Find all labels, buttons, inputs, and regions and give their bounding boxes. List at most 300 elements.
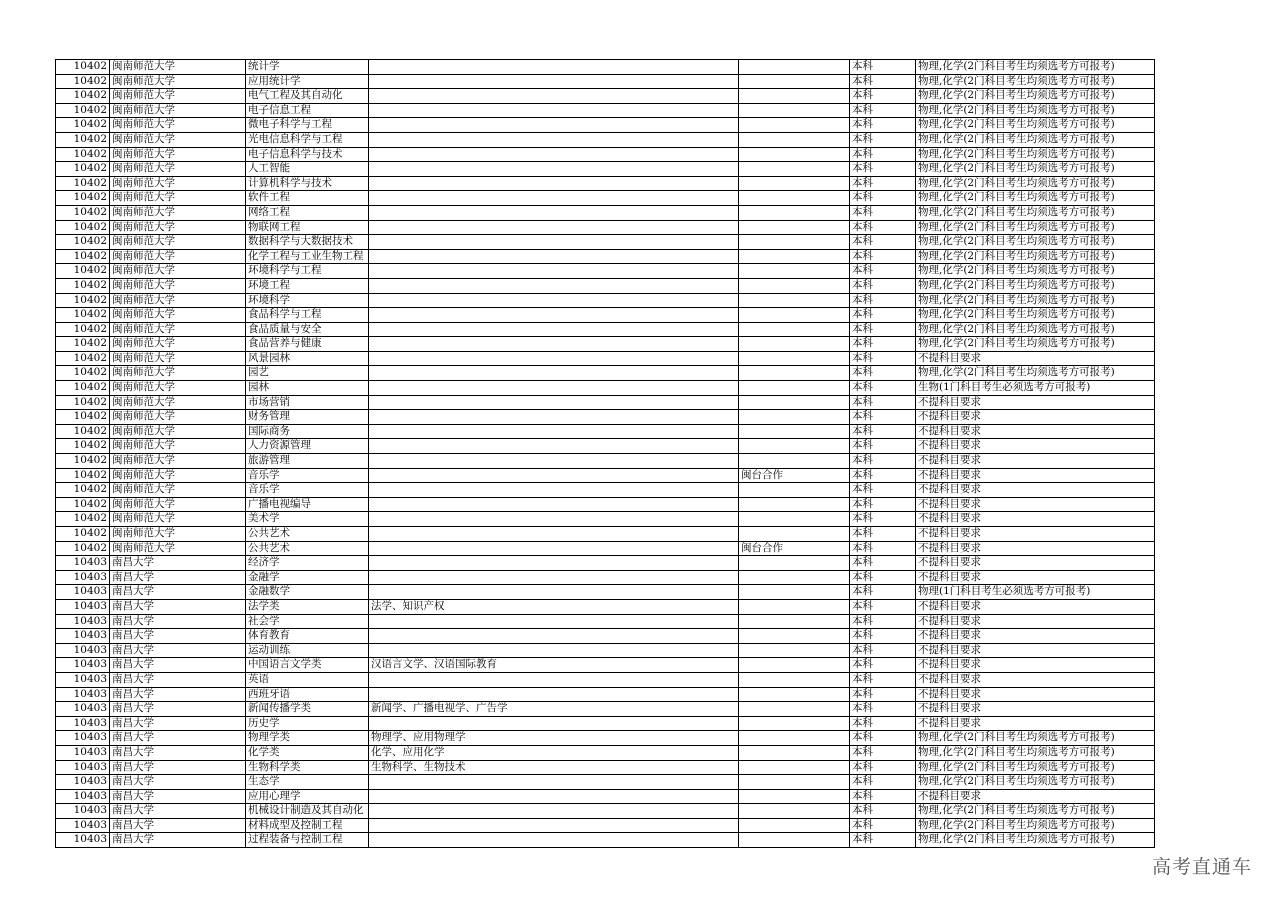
program-note-cell bbox=[739, 483, 850, 498]
school-name-cell: 闽南师范大学 bbox=[110, 278, 246, 293]
table-row bbox=[56, 672, 1155, 687]
school-name-cell: 闽南师范大学 bbox=[110, 439, 246, 454]
school-code-cell: 10402 bbox=[56, 89, 110, 104]
school-code-cell: 10402 bbox=[56, 249, 110, 264]
program-note-cell bbox=[739, 410, 850, 425]
program-note-cell bbox=[739, 585, 850, 600]
major-name-cell: 材料成型及控制工程 bbox=[246, 818, 369, 833]
school-code-cell: 10403 bbox=[56, 804, 110, 819]
school-name-cell: 南昌大学 bbox=[110, 818, 246, 833]
school-name-cell: 南昌大学 bbox=[110, 658, 246, 673]
major-name-cell: 法学类 bbox=[246, 599, 369, 614]
school-code-cell: 10402 bbox=[56, 103, 110, 118]
table-row bbox=[56, 483, 1155, 498]
table-row bbox=[56, 527, 1155, 542]
major-contents-cell bbox=[369, 512, 739, 527]
major-contents-cell bbox=[369, 366, 739, 381]
program-note-cell bbox=[739, 775, 850, 790]
table-row bbox=[56, 570, 1155, 585]
major-name-cell: 电子信息科学与技术 bbox=[246, 147, 369, 162]
school-name-cell: 闽南师范大学 bbox=[110, 351, 246, 366]
program-note-cell bbox=[739, 687, 850, 702]
degree-level-cell: 本科 bbox=[850, 351, 916, 366]
major-contents-cell bbox=[369, 293, 739, 308]
major-name-cell: 社会学 bbox=[246, 614, 369, 629]
subject-requirement-cell: 物理,化学(2门科目考生均须选考方可报考) bbox=[916, 147, 1155, 162]
degree-level-cell: 本科 bbox=[850, 439, 916, 454]
major-name-cell: 光电信息科学与工程 bbox=[246, 132, 369, 147]
program-note-cell bbox=[739, 191, 850, 206]
subject-requirement-cell: 不提科目要求 bbox=[916, 512, 1155, 527]
program-note-cell bbox=[739, 118, 850, 133]
degree-level-cell: 本科 bbox=[850, 804, 916, 819]
school-name-cell: 闽南师范大学 bbox=[110, 424, 246, 439]
school-name-cell: 南昌大学 bbox=[110, 789, 246, 804]
subject-requirement-cell: 物理,化学(2门科目考生均须选考方可报考) bbox=[916, 205, 1155, 220]
major-contents-cell bbox=[369, 337, 739, 352]
major-contents-cell bbox=[369, 468, 739, 483]
subject-requirement-cell: 物理,化学(2门科目考生均须选考方可报考) bbox=[916, 132, 1155, 147]
program-note-cell bbox=[739, 833, 850, 848]
school-name-cell: 南昌大学 bbox=[110, 599, 246, 614]
subject-requirement-cell: 不提科目要求 bbox=[916, 614, 1155, 629]
school-code-cell: 10402 bbox=[56, 264, 110, 279]
school-code-cell: 10402 bbox=[56, 118, 110, 133]
school-name-cell: 南昌大学 bbox=[110, 716, 246, 731]
major-name-cell: 人工智能 bbox=[246, 162, 369, 177]
major-contents-cell bbox=[369, 818, 739, 833]
school-name-cell: 闽南师范大学 bbox=[110, 118, 246, 133]
major-name-cell: 公共艺术 bbox=[246, 527, 369, 542]
degree-level-cell: 本科 bbox=[850, 643, 916, 658]
major-name-cell: 食品营养与健康 bbox=[246, 337, 369, 352]
table-row bbox=[56, 220, 1155, 235]
table-row bbox=[56, 556, 1155, 571]
school-name-cell: 闽南师范大学 bbox=[110, 381, 246, 396]
school-name-cell: 闽南师范大学 bbox=[110, 176, 246, 191]
major-name-cell: 微电子科学与工程 bbox=[246, 118, 369, 133]
degree-level-cell: 本科 bbox=[850, 293, 916, 308]
major-contents-cell bbox=[369, 381, 739, 396]
subject-requirement-cell: 物理,化学(2门科目考生均须选考方可报考) bbox=[916, 74, 1155, 89]
major-name-cell: 生物科学类 bbox=[246, 760, 369, 775]
degree-level-cell: 本科 bbox=[850, 278, 916, 293]
school-name-cell: 闽南师范大学 bbox=[110, 322, 246, 337]
school-code-cell: 10403 bbox=[56, 760, 110, 775]
major-contents-cell bbox=[369, 351, 739, 366]
school-name-cell: 闽南师范大学 bbox=[110, 162, 246, 177]
table-row bbox=[56, 643, 1155, 658]
subject-requirement-cell: 不提科目要求 bbox=[916, 483, 1155, 498]
school-name-cell: 南昌大学 bbox=[110, 687, 246, 702]
major-contents-cell bbox=[369, 118, 739, 133]
program-note-cell bbox=[739, 264, 850, 279]
degree-level-cell: 本科 bbox=[850, 672, 916, 687]
school-code-cell: 10403 bbox=[56, 643, 110, 658]
degree-level-cell: 本科 bbox=[850, 731, 916, 746]
subject-requirement-cell: 不提科目要求 bbox=[916, 351, 1155, 366]
school-code-cell: 10403 bbox=[56, 789, 110, 804]
school-name-cell: 闽南师范大学 bbox=[110, 468, 246, 483]
school-code-cell: 10403 bbox=[56, 570, 110, 585]
school-name-cell: 闽南师范大学 bbox=[110, 132, 246, 147]
program-note-cell bbox=[739, 629, 850, 644]
school-code-cell: 10402 bbox=[56, 293, 110, 308]
school-code-cell: 10402 bbox=[56, 235, 110, 250]
degree-level-cell: 本科 bbox=[850, 118, 916, 133]
program-note-cell bbox=[739, 381, 850, 396]
subject-requirement-cell: 物理,化学(2门科目考生均须选考方可报考) bbox=[916, 235, 1155, 250]
program-note-cell bbox=[739, 570, 850, 585]
subject-requirement-cell: 物理,化学(2门科目考生均须选考方可报考) bbox=[916, 308, 1155, 323]
school-code-cell: 10402 bbox=[56, 74, 110, 89]
subject-requirement-cell: 物理,化学(2门科目考生均须选考方可报考) bbox=[916, 293, 1155, 308]
program-note-cell bbox=[739, 293, 850, 308]
subject-requirement-cell: 不提科目要求 bbox=[916, 599, 1155, 614]
program-note-cell bbox=[739, 132, 850, 147]
table-row bbox=[56, 716, 1155, 731]
subject-requirement-cell: 物理,化学(2门科目考生均须选考方可报考) bbox=[916, 249, 1155, 264]
school-code-cell: 10402 bbox=[56, 381, 110, 396]
school-code-cell: 10402 bbox=[56, 497, 110, 512]
program-note-cell bbox=[739, 599, 850, 614]
subject-requirement-cell: 不提科目要求 bbox=[916, 541, 1155, 556]
major-name-cell: 广播电视编导 bbox=[246, 497, 369, 512]
degree-level-cell: 本科 bbox=[850, 60, 916, 75]
program-note-cell bbox=[739, 337, 850, 352]
school-code-cell: 10403 bbox=[56, 818, 110, 833]
table-row bbox=[56, 118, 1155, 133]
major-contents-cell bbox=[369, 74, 739, 89]
major-contents-cell bbox=[369, 439, 739, 454]
school-code-cell: 10402 bbox=[56, 395, 110, 410]
table-row bbox=[56, 132, 1155, 147]
major-name-cell: 食品质量与安全 bbox=[246, 322, 369, 337]
school-name-cell: 南昌大学 bbox=[110, 614, 246, 629]
major-contents-cell bbox=[369, 322, 739, 337]
school-code-cell: 10402 bbox=[56, 512, 110, 527]
school-name-cell: 南昌大学 bbox=[110, 556, 246, 571]
degree-level-cell: 本科 bbox=[850, 366, 916, 381]
table-row bbox=[56, 804, 1155, 819]
program-note-cell bbox=[739, 497, 850, 512]
school-name-cell: 南昌大学 bbox=[110, 760, 246, 775]
table-row bbox=[56, 176, 1155, 191]
school-name-cell: 闽南师范大学 bbox=[110, 512, 246, 527]
major-name-cell: 新闻传播学类 bbox=[246, 702, 369, 717]
major-name-cell: 环境科学 bbox=[246, 293, 369, 308]
school-code-cell: 10402 bbox=[56, 439, 110, 454]
degree-level-cell: 本科 bbox=[850, 775, 916, 790]
major-contents-cell bbox=[369, 60, 739, 75]
degree-level-cell: 本科 bbox=[850, 833, 916, 848]
subject-requirement-cell: 不提科目要求 bbox=[916, 716, 1155, 731]
major-name-cell: 数据科学与大数据技术 bbox=[246, 235, 369, 250]
school-name-cell: 闽南师范大学 bbox=[110, 395, 246, 410]
major-name-cell: 经济学 bbox=[246, 556, 369, 571]
school-name-cell: 闽南师范大学 bbox=[110, 235, 246, 250]
table-row bbox=[56, 205, 1155, 220]
school-code-cell: 10402 bbox=[56, 176, 110, 191]
school-code-cell: 10402 bbox=[56, 410, 110, 425]
school-code-cell: 10402 bbox=[56, 132, 110, 147]
major-contents-cell bbox=[369, 454, 739, 469]
major-name-cell: 电气工程及其自动化 bbox=[246, 89, 369, 104]
major-contents-cell bbox=[369, 278, 739, 293]
degree-level-cell: 本科 bbox=[850, 322, 916, 337]
major-contents-cell bbox=[369, 235, 739, 250]
major-name-cell: 化学类 bbox=[246, 745, 369, 760]
program-note-cell bbox=[739, 205, 850, 220]
table-row bbox=[56, 293, 1155, 308]
degree-level-cell: 本科 bbox=[850, 497, 916, 512]
major-contents-cell: 法学、知识产权 bbox=[369, 599, 739, 614]
major-name-cell: 运动训练 bbox=[246, 643, 369, 658]
degree-level-cell: 本科 bbox=[850, 191, 916, 206]
subject-requirement-cell: 不提科目要求 bbox=[916, 687, 1155, 702]
degree-level-cell: 本科 bbox=[850, 220, 916, 235]
table-row bbox=[56, 147, 1155, 162]
table-row bbox=[56, 789, 1155, 804]
subject-requirement-cell: 不提科目要求 bbox=[916, 468, 1155, 483]
subject-requirement-cell: 物理,化学(2门科目考生均须选考方可报考) bbox=[916, 118, 1155, 133]
school-code-cell: 10402 bbox=[56, 454, 110, 469]
major-name-cell: 环境工程 bbox=[246, 278, 369, 293]
table-row bbox=[56, 629, 1155, 644]
major-name-cell: 网络工程 bbox=[246, 205, 369, 220]
major-contents-cell bbox=[369, 497, 739, 512]
school-code-cell: 10403 bbox=[56, 716, 110, 731]
major-contents-cell bbox=[369, 629, 739, 644]
program-note-cell bbox=[739, 322, 850, 337]
major-contents-cell bbox=[369, 249, 739, 264]
school-name-cell: 闽南师范大学 bbox=[110, 191, 246, 206]
table-row bbox=[56, 103, 1155, 118]
table-row bbox=[56, 381, 1155, 396]
degree-level-cell: 本科 bbox=[850, 614, 916, 629]
program-note-cell bbox=[739, 731, 850, 746]
table-row bbox=[56, 468, 1155, 483]
school-name-cell: 南昌大学 bbox=[110, 585, 246, 600]
major-contents-cell bbox=[369, 424, 739, 439]
school-name-cell: 南昌大学 bbox=[110, 804, 246, 819]
program-note-cell: 闽台合作 bbox=[739, 468, 850, 483]
program-note-cell bbox=[739, 103, 850, 118]
degree-level-cell: 本科 bbox=[850, 395, 916, 410]
major-name-cell: 英语 bbox=[246, 672, 369, 687]
school-code-cell: 10403 bbox=[56, 585, 110, 600]
program-note-cell bbox=[739, 672, 850, 687]
school-code-cell: 10402 bbox=[56, 322, 110, 337]
school-code-cell: 10402 bbox=[56, 205, 110, 220]
major-contents-cell bbox=[369, 775, 739, 790]
program-note-cell bbox=[739, 162, 850, 177]
school-code-cell: 10402 bbox=[56, 337, 110, 352]
degree-level-cell: 本科 bbox=[850, 424, 916, 439]
subject-requirement-cell: 物理,化学(2门科目考生均须选考方可报考) bbox=[916, 264, 1155, 279]
program-note-cell bbox=[739, 512, 850, 527]
major-contents-cell bbox=[369, 205, 739, 220]
program-note-cell bbox=[739, 424, 850, 439]
school-name-cell: 闽南师范大学 bbox=[110, 205, 246, 220]
subject-requirement-cell: 不提科目要求 bbox=[916, 672, 1155, 687]
major-contents-cell bbox=[369, 264, 739, 279]
major-name-cell: 中国语言文学类 bbox=[246, 658, 369, 673]
school-code-cell: 10402 bbox=[56, 541, 110, 556]
school-name-cell: 闽南师范大学 bbox=[110, 366, 246, 381]
degree-level-cell: 本科 bbox=[850, 818, 916, 833]
subject-requirement-cell: 物理,化学(2门科目考生均须选考方可报考) bbox=[916, 103, 1155, 118]
school-code-cell: 10402 bbox=[56, 424, 110, 439]
degree-level-cell: 本科 bbox=[850, 162, 916, 177]
subject-requirement-cell: 不提科目要求 bbox=[916, 424, 1155, 439]
program-note-cell bbox=[739, 308, 850, 323]
table-row bbox=[56, 585, 1155, 600]
school-name-cell: 南昌大学 bbox=[110, 833, 246, 848]
program-note-cell bbox=[739, 220, 850, 235]
subject-requirement-cell: 不提科目要求 bbox=[916, 570, 1155, 585]
school-code-cell: 10402 bbox=[56, 366, 110, 381]
school-name-cell: 闽南师范大学 bbox=[110, 60, 246, 75]
major-name-cell: 公共艺术 bbox=[246, 541, 369, 556]
school-name-cell: 南昌大学 bbox=[110, 745, 246, 760]
table-row bbox=[56, 162, 1155, 177]
program-note-cell bbox=[739, 658, 850, 673]
table-row bbox=[56, 745, 1155, 760]
major-contents-cell bbox=[369, 395, 739, 410]
subject-requirement-cell: 不提科目要求 bbox=[916, 629, 1155, 644]
major-contents-cell: 化学、应用化学 bbox=[369, 745, 739, 760]
degree-level-cell: 本科 bbox=[850, 687, 916, 702]
major-contents-cell bbox=[369, 716, 739, 731]
major-name-cell: 财务管理 bbox=[246, 410, 369, 425]
subject-requirement-cell: 生物(1门科目考生必须选考方可报考) bbox=[916, 381, 1155, 396]
program-note-cell bbox=[739, 74, 850, 89]
table-row bbox=[56, 74, 1155, 89]
major-name-cell: 历史学 bbox=[246, 716, 369, 731]
table-row bbox=[56, 614, 1155, 629]
degree-level-cell: 本科 bbox=[850, 658, 916, 673]
subject-requirement-cell: 物理,化学(2门科目考生均须选考方可报考) bbox=[916, 337, 1155, 352]
table-row bbox=[56, 308, 1155, 323]
table-row bbox=[56, 818, 1155, 833]
major-name-cell: 生态学 bbox=[246, 775, 369, 790]
school-name-cell: 闽南师范大学 bbox=[110, 454, 246, 469]
degree-level-cell: 本科 bbox=[850, 74, 916, 89]
table-row bbox=[56, 439, 1155, 454]
major-name-cell: 物联网工程 bbox=[246, 220, 369, 235]
major-name-cell: 旅游管理 bbox=[246, 454, 369, 469]
program-note-cell bbox=[739, 395, 850, 410]
degree-level-cell: 本科 bbox=[850, 745, 916, 760]
school-name-cell: 闽南师范大学 bbox=[110, 527, 246, 542]
watermark-text: 高考直通车 bbox=[1151, 856, 1252, 878]
school-name-cell: 闽南师范大学 bbox=[110, 308, 246, 323]
major-contents-cell bbox=[369, 614, 739, 629]
major-contents-cell bbox=[369, 308, 739, 323]
school-name-cell: 南昌大学 bbox=[110, 643, 246, 658]
major-contents-cell bbox=[369, 556, 739, 571]
table-row bbox=[56, 599, 1155, 614]
subject-requirement-cell: 物理,化学(2门科目考生均须选考方可报考) bbox=[916, 804, 1155, 819]
degree-level-cell: 本科 bbox=[850, 760, 916, 775]
subject-requirement-cell: 物理,化学(2门科目考生均须选考方可报考) bbox=[916, 745, 1155, 760]
major-name-cell: 过程装备与控制工程 bbox=[246, 833, 369, 848]
school-name-cell: 闽南师范大学 bbox=[110, 249, 246, 264]
program-note-cell: 闽台合作 bbox=[739, 541, 850, 556]
table-row bbox=[56, 351, 1155, 366]
major-contents-cell bbox=[369, 570, 739, 585]
table-row bbox=[56, 833, 1155, 848]
degree-level-cell: 本科 bbox=[850, 541, 916, 556]
program-note-cell bbox=[739, 89, 850, 104]
program-note-cell bbox=[739, 351, 850, 366]
subject-requirement-cell: 不提科目要求 bbox=[916, 643, 1155, 658]
major-contents-cell bbox=[369, 527, 739, 542]
school-name-cell: 闽南师范大学 bbox=[110, 410, 246, 425]
major-name-cell: 音乐学 bbox=[246, 468, 369, 483]
school-name-cell: 南昌大学 bbox=[110, 731, 246, 746]
school-code-cell: 10402 bbox=[56, 60, 110, 75]
major-contents-cell: 汉语言文学、汉语国际教育 bbox=[369, 658, 739, 673]
degree-level-cell: 本科 bbox=[850, 176, 916, 191]
subject-requirement-cell: 物理,化学(2门科目考生均须选考方可报考) bbox=[916, 191, 1155, 206]
subject-requirement-cell: 物理,化学(2门科目考生均须选考方可报考) bbox=[916, 89, 1155, 104]
subject-requirement-cell: 物理,化学(2门科目考生均须选考方可报考) bbox=[916, 760, 1155, 775]
school-code-cell: 10403 bbox=[56, 599, 110, 614]
school-name-cell: 南昌大学 bbox=[110, 570, 246, 585]
subject-requirement-cell: 不提科目要求 bbox=[916, 527, 1155, 542]
degree-level-cell: 本科 bbox=[850, 556, 916, 571]
table-row bbox=[56, 191, 1155, 206]
major-name-cell: 软件工程 bbox=[246, 191, 369, 206]
major-name-cell: 国际商务 bbox=[246, 424, 369, 439]
program-note-cell bbox=[739, 818, 850, 833]
subject-requirement-cell: 不提科目要求 bbox=[916, 556, 1155, 571]
subject-requirement-cell: 不提科目要求 bbox=[916, 454, 1155, 469]
major-contents-cell: 物理学、应用物理学 bbox=[369, 731, 739, 746]
degree-level-cell: 本科 bbox=[850, 512, 916, 527]
major-contents-cell bbox=[369, 132, 739, 147]
major-contents-cell bbox=[369, 672, 739, 687]
subject-requirement-cell: 物理,化学(2门科目考生均须选考方可报考) bbox=[916, 366, 1155, 381]
degree-level-cell: 本科 bbox=[850, 570, 916, 585]
school-code-cell: 10403 bbox=[56, 629, 110, 644]
program-note-cell bbox=[739, 804, 850, 819]
school-name-cell: 闽南师范大学 bbox=[110, 103, 246, 118]
degree-level-cell: 本科 bbox=[850, 249, 916, 264]
degree-level-cell: 本科 bbox=[850, 308, 916, 323]
table-row bbox=[56, 410, 1155, 425]
school-code-cell: 10402 bbox=[56, 191, 110, 206]
table-row bbox=[56, 731, 1155, 746]
program-note-cell bbox=[739, 439, 850, 454]
degree-level-cell: 本科 bbox=[850, 789, 916, 804]
school-code-cell: 10403 bbox=[56, 614, 110, 629]
major-name-cell: 电子信息工程 bbox=[246, 103, 369, 118]
school-name-cell: 闽南师范大学 bbox=[110, 89, 246, 104]
major-name-cell: 计算机科学与技术 bbox=[246, 176, 369, 191]
table-row bbox=[56, 366, 1155, 381]
table-row bbox=[56, 278, 1155, 293]
major-name-cell: 化学工程与工业生物工程 bbox=[246, 249, 369, 264]
major-name-cell: 园林 bbox=[246, 381, 369, 396]
subject-requirement-cell: 物理(1门科目考生必须选考方可报考) bbox=[916, 585, 1155, 600]
major-contents-cell bbox=[369, 147, 739, 162]
table-row bbox=[56, 687, 1155, 702]
major-name-cell: 物理学类 bbox=[246, 731, 369, 746]
subject-requirement-cell: 物理,化学(2门科目考生均须选考方可报考) bbox=[916, 818, 1155, 833]
